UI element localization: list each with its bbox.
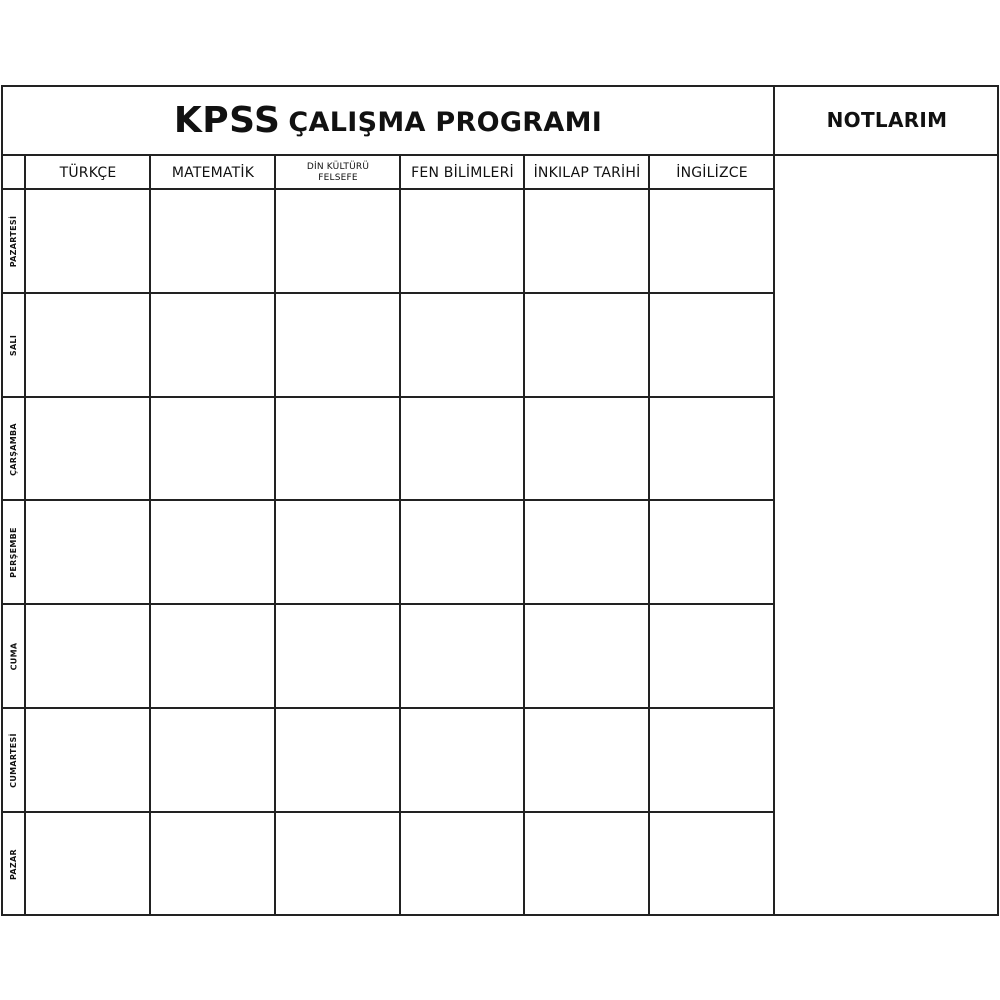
schedule-cell[interactable] (525, 813, 648, 914)
notes-area[interactable] (775, 156, 999, 914)
schedule-cell[interactable] (650, 709, 773, 811)
day-label-cumartesi (2, 709, 25, 812)
schedule-cell[interactable] (276, 190, 399, 292)
day-label-cuma (2, 605, 25, 708)
day-text: ÇARŞAMBA (9, 422, 19, 476)
col-header-inkilap-tarihi: İNKILAP TARİHİ (533, 164, 641, 181)
day-label-carsamba (2, 398, 25, 500)
schedule-cell[interactable] (401, 294, 523, 396)
schedule-cell[interactable] (26, 190, 149, 292)
day-label-persembe (2, 501, 25, 604)
schedule-cell[interactable] (525, 398, 648, 499)
schedule-cell[interactable] (650, 398, 773, 499)
day-label-pazar (2, 813, 25, 915)
schedule-cell[interactable] (151, 294, 274, 396)
schedule-cell[interactable] (151, 190, 274, 292)
col-header-fen-bilimleri: FEN BİLİMLERİ (411, 164, 514, 181)
col-header-line1: DİN KÜLTÜRÜ (306, 161, 370, 172)
day-text: SALI (8, 334, 18, 357)
col-header-din-kulturu (276, 156, 400, 189)
day-label-sali (2, 294, 25, 397)
schedule-cell[interactable] (525, 605, 648, 707)
day-text: PAZARTESİ (9, 215, 19, 268)
schedule-cell[interactable] (525, 190, 648, 292)
schedule-cell[interactable] (401, 398, 523, 499)
schedule-cell[interactable] (276, 813, 399, 914)
schedule-cell[interactable] (151, 709, 274, 811)
col-header-line2: FELSEFE (318, 172, 358, 183)
title-main: KPSS (173, 99, 281, 141)
col-header-ingilizce: İNGİLİZCE (676, 164, 748, 181)
day-text: PAZAR (9, 848, 19, 880)
schedule-cell[interactable] (401, 605, 523, 707)
schedule-cell[interactable] (401, 190, 523, 292)
col-header-turkce: TÜRKÇE (59, 164, 117, 181)
schedule-cell[interactable] (276, 398, 399, 499)
schedule-cell[interactable] (276, 501, 399, 603)
day-text: PERŞEMBE (9, 527, 19, 578)
schedule-cell[interactable] (650, 190, 773, 292)
schedule-cell[interactable] (525, 709, 648, 811)
title-sub: ÇALIŞMA PROGRAMI (288, 106, 603, 138)
day-text: CUMARTESİ (9, 733, 18, 788)
day-text: CUMA (9, 642, 19, 671)
schedule-cell[interactable] (650, 501, 773, 603)
day-label-pazartesi (2, 190, 25, 293)
schedule-cell[interactable] (525, 501, 648, 603)
schedule-cell[interactable] (151, 605, 274, 707)
schedule-cell[interactable] (650, 605, 773, 707)
schedule-cell[interactable] (401, 709, 523, 811)
col-header-matematik: MATEMATİK (171, 164, 255, 181)
schedule-cell[interactable] (26, 398, 149, 499)
schedule-cell[interactable] (276, 294, 399, 396)
schedule-cell[interactable] (26, 501, 149, 603)
schedule-cell[interactable] (26, 605, 149, 707)
schedule-cell[interactable] (26, 709, 149, 811)
notes-title: NOTLARIM (826, 108, 948, 132)
schedule-cell[interactable] (151, 813, 274, 914)
schedule-cell[interactable] (151, 501, 274, 603)
schedule-cell[interactable] (650, 294, 773, 396)
schedule-cell[interactable] (401, 813, 523, 914)
schedule-cell[interactable] (525, 294, 648, 396)
schedule-cell[interactable] (276, 709, 399, 811)
page-title (2, 86, 774, 154)
schedule-cell[interactable] (151, 398, 274, 499)
schedule-cell[interactable] (401, 501, 523, 603)
schedule-cell[interactable] (26, 294, 149, 396)
schedule-cell[interactable] (650, 813, 773, 914)
schedule-cell[interactable] (26, 813, 149, 914)
schedule-cell[interactable] (276, 605, 399, 707)
